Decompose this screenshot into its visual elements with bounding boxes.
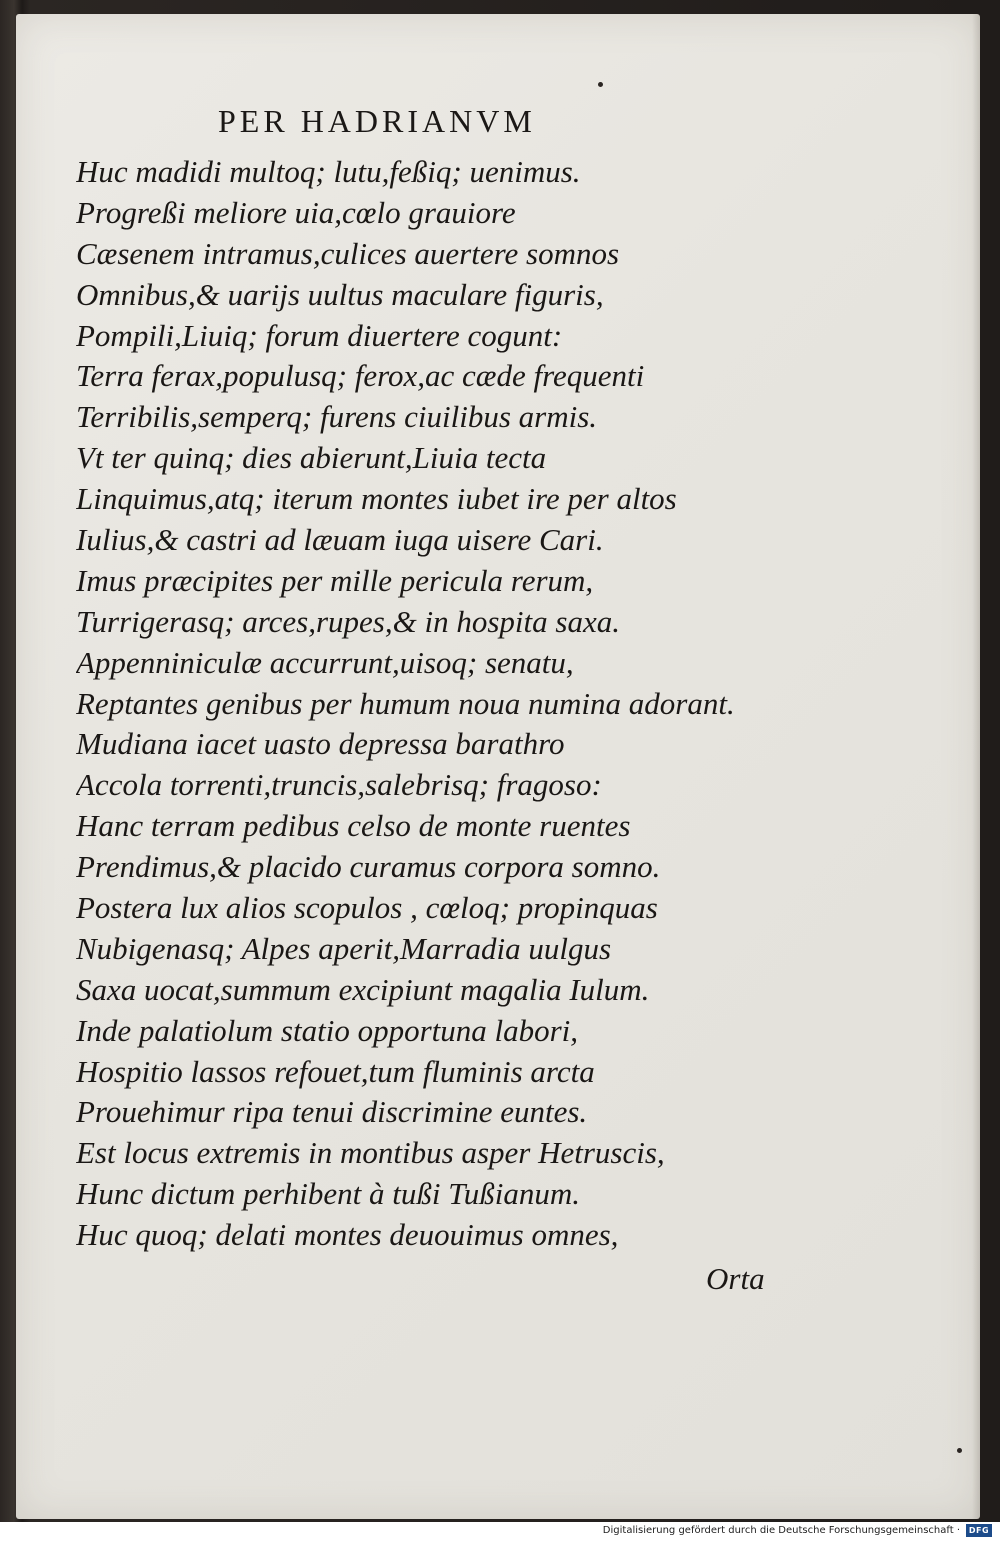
page-edge-shadow: [972, 14, 980, 1519]
digitization-credit: Digitalisierung gefördert durch die Deutsche Forschungsgemeinschaft ·: [602, 1525, 960, 1536]
verse-line: Imus præcipites per mille pericula rerum,: [76, 562, 594, 598]
verse-line: Mudiana iacet uasto depressa barathro: [76, 726, 565, 762]
verse-line: Pompili,Liuiq; forum diuertere cogunt:: [76, 317, 563, 353]
verse-line: Nubigenasq; Alpes aperit,Marradia uulgus: [76, 930, 612, 966]
verse-line: Iulius,& castri ad læuam iuga uisere Cari.: [76, 522, 604, 558]
verse-line: Inde palatiolum statio opportuna labori,: [76, 1012, 579, 1048]
verse-line: Terribilis,semperq; furens ciuilibus armis.: [76, 399, 598, 435]
catchword: Orta: [706, 1261, 765, 1296]
verse-line: Hunc dictum perhibent à tußi Tußianum.: [76, 1176, 581, 1212]
verse-line: Prouehimur ripa tenui discrimine euntes.: [76, 1094, 588, 1130]
verse-line: Turrigerasq; arces,rupes,& in hospita saxa.: [76, 603, 620, 639]
verse-line: Terra ferax,populusq; ferox,ac cæde frequenti: [76, 358, 645, 394]
verse-line: Saxa uocat,summum excipiunt magalia Iulum.: [76, 971, 650, 1007]
verse-line: Huc quoq; delati montes deuouimus omnes,: [76, 1217, 619, 1253]
verse-line: Progreßi meliore uia,cœlo grauiore: [76, 194, 516, 230]
verse-line: Accola torrenti,truncis,salebrisq; fragoso:: [76, 767, 602, 803]
running-head: PER HADRIANVM: [218, 103, 536, 139]
verse-line: Omnibus,& uarijs uultus maculare figuris,: [76, 276, 604, 312]
verse-line: Appenniniculæ accurrunt,uisoq; senatu,: [76, 644, 574, 680]
verse-line: Huc madidi multoq; lutu,feßiq; uenimus.: [76, 154, 581, 189]
verse-line: Hanc terram pedibus celso de monte ruentes: [76, 808, 631, 844]
ink-speck: [598, 82, 603, 87]
verse-line: Hospitio lassos refouet,tum fluminis arcta: [76, 1053, 595, 1089]
verse-line: Vt ter quinq; dies abierunt,Liuia tecta: [76, 440, 547, 476]
verse-line: Est locus extremis in montibus asper Hetruscis,: [76, 1135, 665, 1171]
verse-line: Cæsenem intramus,culices auertere somnos: [76, 235, 620, 271]
verse-text: [76, 152, 766, 1256]
verse-line: Prendimus,& placido curamus corpora somno.: [76, 849, 661, 885]
verse-line: Postera lux alios scopulos , cœloq; propinquas: [76, 890, 658, 926]
dfg-logo: DFG: [966, 1524, 992, 1537]
ink-speck: [957, 1448, 962, 1453]
verse-line: Linquimus,atq; iterum montes iubet ire per altos: [76, 481, 677, 517]
verse-line: Reptantes genibus per humum noua numina adorant.: [76, 685, 735, 721]
